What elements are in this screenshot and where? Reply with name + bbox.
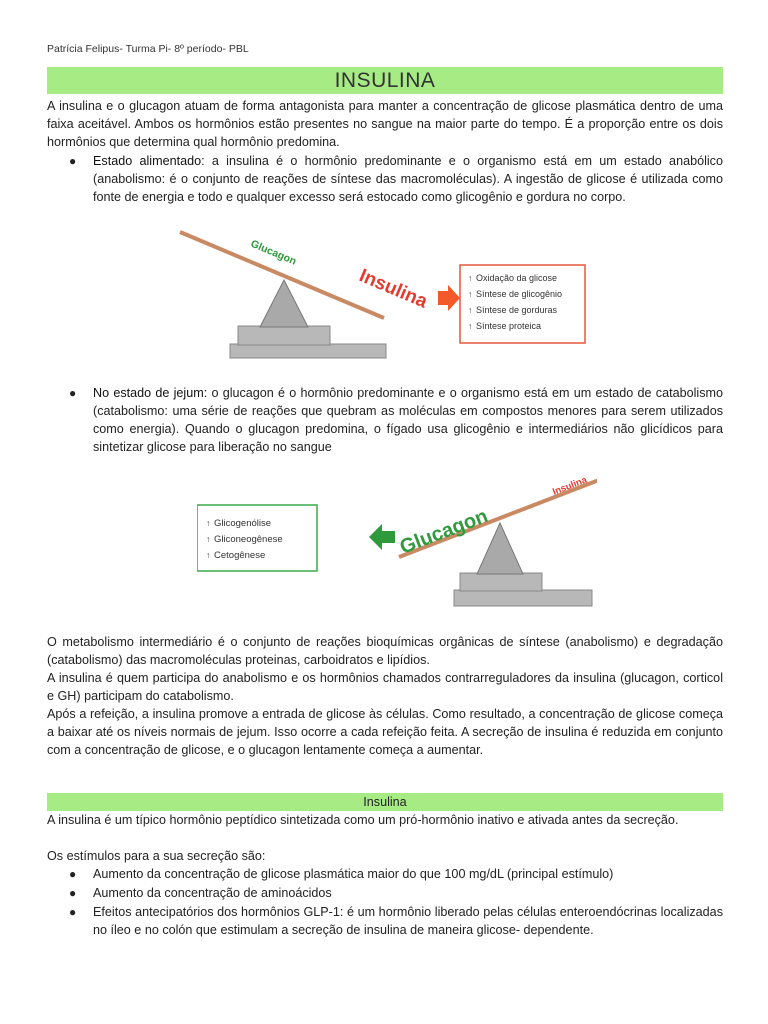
glucagon-seesaw-figure [197, 474, 597, 614]
up-arrow-icon: ↑ [206, 550, 211, 560]
glucagon-label: Glucagon [248, 237, 299, 268]
bullet-icon: ● [69, 886, 77, 900]
stimulus-text: Aumento da concentração de glicose plasmática maior do que 100 mg/dL (principal estímulo) [93, 867, 614, 881]
up-arrow-icon: ↑ [206, 534, 211, 544]
up-arrow-icon: ↑ [468, 273, 473, 283]
insulina-label: Insulina [356, 265, 431, 313]
anabolism-paragraph: A insulina é quem participa do anabolismo e os hormônios chamados contrarreguladores da insulina (glucagon, corticol e GH) participam do catabolismo. [47, 671, 723, 703]
arrow-right-icon [438, 285, 460, 311]
postmeal-paragraph: Após a refeição, a insulina promove a entrada de glicose às células. Como resultado, a concentração de glicose começa a baixar até os níveis normais de jejum. Isso ocorre a cada refeição feita. A secreção de insulina é reduzida em conjunto com a concentração de glicose, e o glucagon lentamente começa a aumentar. [47, 707, 723, 757]
glucagon-label: Glucagon [396, 505, 491, 559]
author-line: Patrícia Felipus- Turma Pi- 8º período- PBL [47, 43, 249, 55]
bullet-icon: ● [69, 154, 77, 168]
up-arrow-icon: ↑ [468, 305, 473, 315]
up-arrow-icon: ↑ [468, 321, 473, 331]
fasting-state-text: o glucagon é o hormônio predominante e o organismo está em um estado de catabolismo (catabolismo: uma série de reações que quebram as moléculas em compostos menores para serem utilizados como energia). Quando o glucagon predomina, o fígado usa glicogênio e intermediários não glicídicos para sintetizar glicose para liberação no sangue [93, 386, 723, 454]
effect-item: Oxidação da glicose [476, 273, 558, 283]
page-title: INSULINA [47, 67, 723, 94]
arrow-left-icon [369, 524, 395, 550]
insulina-label: Insulina [551, 474, 589, 498]
section-heading-insulina: Insulina [47, 793, 723, 811]
stimulus-text: Efeitos antecipatórios dos hormônios GLP-1: é um hormônio liberado pelas células enteroendócrinas localizadas no íleo e no colón que estimulam a secreção de insulina de maneira glicose- dependente. [93, 905, 723, 937]
intro-paragraph: A insulina e o glucagon atuam de forma antagonista para manter a concentração de glicose plasmática dentro de uma faixa aceitável. Ambos os hormônios estão presentes no sangue na maior parte do tempo. É a proporção entre os dois hormônios que determina qual hormônio predomina. [47, 99, 723, 149]
up-arrow-icon: ↑ [206, 518, 211, 528]
effect-item: Glicogenólise [214, 518, 272, 529]
fed-state-text: : a insulina é o hormônio predominante e o organismo está em um estado anabólico (anabolismo: é o conjunto de reações de síntese das macromoléculas). A ingestão de glicose é utilizada como fonte de energia e todo e qualquer excesso será estocado como glicogênio e gordura no corpo. [93, 154, 723, 204]
list-item-fasting-state [47, 384, 723, 456]
effect-item: Síntese de glicogênio [476, 289, 563, 299]
list-item-stimulus [47, 903, 723, 939]
effect-item: Gliconeogênese [214, 534, 283, 545]
effect-item: Cetogênese [214, 550, 266, 561]
up-arrow-icon: ↑ [468, 289, 473, 299]
list-item-stimulus [47, 884, 723, 902]
bullet-icon: ● [69, 386, 77, 400]
effect-item: Síntese proteica [476, 321, 542, 331]
insulin-seesaw-figure [172, 226, 592, 362]
bullet-icon: ● [69, 867, 77, 881]
stimuli-intro: Os estímulos para a sua secreção são: [47, 849, 266, 863]
effect-item: Síntese de gorduras [476, 305, 558, 315]
bullet-icon: ● [69, 905, 77, 919]
fasting-state-lead: No estado de jejum: [93, 386, 208, 400]
metabolism-paragraph: O metabolismo intermediário é o conjunto de reações bioquímicas orgânicas de síntese (anabolismo) e degradação (catabolismo) das macromoléculas proteinas, carboidratos e lipídios. [47, 635, 723, 667]
section2-intro: A insulina é um típico hormônio peptídico sintetizada como um pró-hormônio inativo e ativada antes da secreção. [47, 813, 679, 827]
list-item-fed-state [47, 152, 723, 206]
fed-state-lead: Estado alimentado [93, 154, 202, 168]
stimulus-text: Aumento da concentração de aminoácidos [93, 886, 332, 900]
list-item-stimulus [47, 865, 723, 883]
